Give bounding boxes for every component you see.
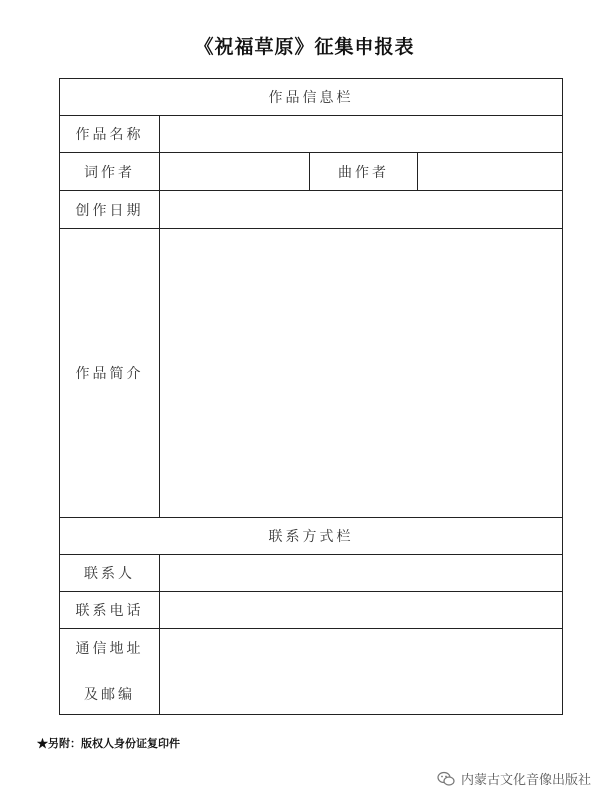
contact-person-label: 联系人 bbox=[60, 555, 160, 592]
phone-field[interactable] bbox=[160, 592, 563, 629]
phone-row bbox=[60, 592, 563, 629]
address-row bbox=[60, 629, 563, 715]
intro-field[interactable] bbox=[160, 229, 563, 518]
attachment-note: ★另附：版权人身份证复印件 bbox=[37, 737, 180, 750]
composer-label: 曲作者 bbox=[310, 153, 418, 191]
contact-person-field[interactable] bbox=[160, 555, 563, 592]
work-section-row bbox=[60, 79, 563, 116]
work-section-header: 作品信息栏 bbox=[60, 79, 563, 116]
work-name-row bbox=[60, 116, 563, 153]
address-label bbox=[60, 629, 160, 715]
address-label-line1: 通信地址 bbox=[75, 640, 144, 657]
creation-date-row bbox=[60, 191, 563, 229]
creation-date-field[interactable] bbox=[160, 191, 563, 229]
contact-section-header: 联系方式栏 bbox=[60, 518, 563, 555]
work-name-field[interactable] bbox=[160, 116, 563, 153]
form-title: 《祝福草原》征集申报表 bbox=[194, 36, 415, 58]
address-field[interactable] bbox=[160, 629, 563, 715]
intro-row bbox=[60, 229, 563, 518]
lyricist-label: 词作者 bbox=[60, 153, 160, 191]
composer-field[interactable] bbox=[418, 153, 563, 191]
contact-person-row bbox=[60, 555, 563, 592]
publisher-watermark bbox=[437, 769, 591, 788]
application-form-table bbox=[59, 78, 563, 715]
work-name-label: 作品名称 bbox=[60, 116, 160, 153]
intro-label: 作品简介 bbox=[60, 229, 160, 518]
wechat-icon bbox=[437, 771, 455, 787]
address-label-line2: 及邮编 bbox=[84, 686, 135, 703]
creation-date-label: 创作日期 bbox=[60, 191, 160, 229]
lyricist-field[interactable] bbox=[160, 153, 310, 191]
authors-row bbox=[60, 153, 563, 191]
phone-label: 联系电话 bbox=[60, 592, 160, 629]
contact-section-row bbox=[60, 518, 563, 555]
watermark-text: 内蒙古文化音像出版社 bbox=[460, 773, 591, 788]
